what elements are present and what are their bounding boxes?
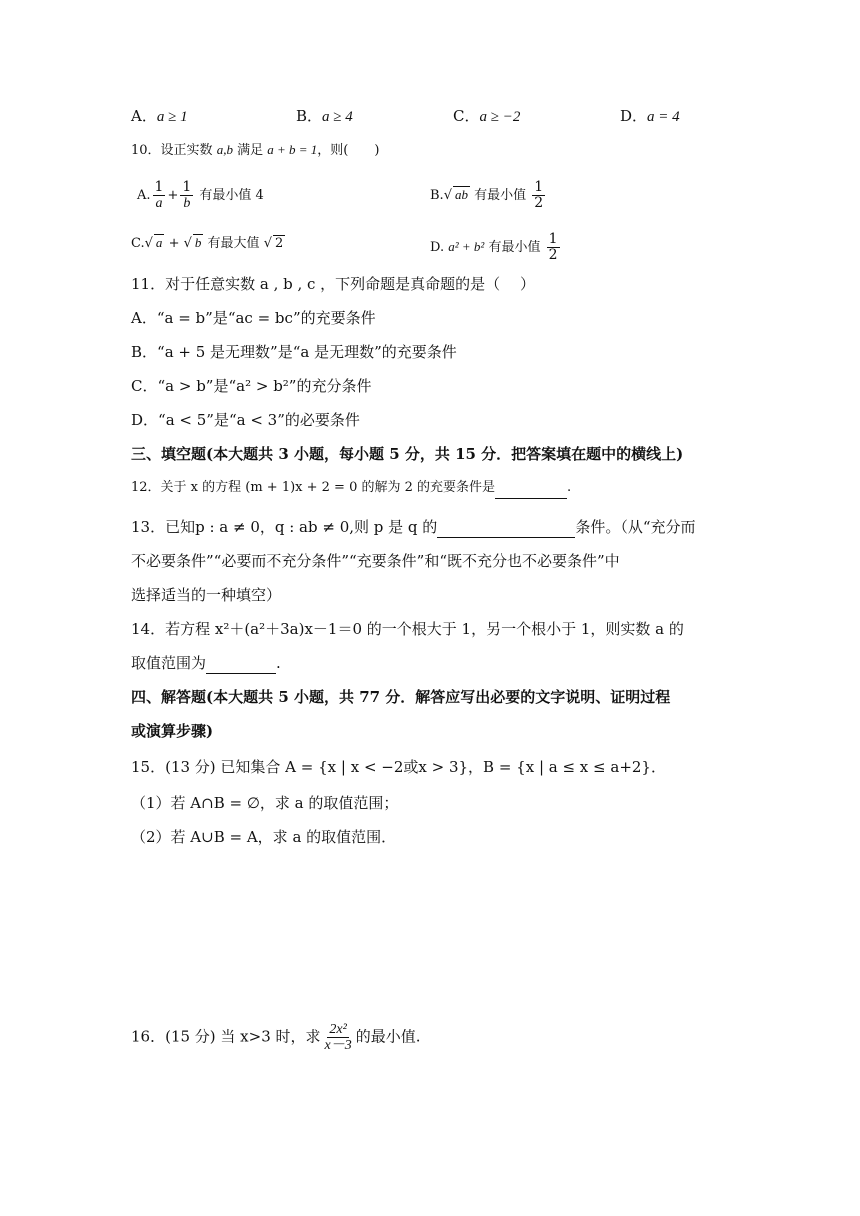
q11-option-b: B．“a + 5 是无理数”是“a 是无理数”的充要条件 <box>131 343 457 361</box>
q11-stem: 11．对于任意实数 a , b , c ，下列命题是真命题的是（ ） <box>131 275 535 293</box>
q11-option-d: D．“a < 5”是“a < 3”的必要条件 <box>131 411 360 429</box>
section-4-heading-line-1: 四、解答题(本大题共 5 小题，共 77 分．解答应写出必要的文字说明、证明过程 <box>131 688 671 706</box>
fraction: $\frac{1}{2}$ <box>548 231 558 263</box>
q9-option-b-expr: a ≥ 4 <box>322 109 353 125</box>
q10-option-a: A. $\frac{1}{a}$ + $\frac{1}{b}$ 有最小值 4 <box>137 179 264 211</box>
sqrt-symbol: √ <box>443 188 452 203</box>
fraction: $\frac{1}{a}$ <box>154 179 164 211</box>
q9-option-b-letter: B． <box>296 107 323 125</box>
q9-option-c-letter: C． <box>453 107 480 125</box>
q9-option-d-expr: a = 4 <box>647 109 680 125</box>
q9-option-d <box>620 105 680 128</box>
fraction: $\frac{\text{2x²}}{x-3}$ <box>324 1022 352 1053</box>
answer-blank <box>206 673 276 674</box>
q10-option-d: D. a² + b² 有最小值 $\frac{1}{2}$ <box>430 231 558 263</box>
q10-option-b: B.√ ab 有最小值 $\frac{1}{2}$ <box>430 179 544 211</box>
section-4-heading-line-2: 或演算步骤) <box>131 722 214 740</box>
q9-option-a-expr: a ≥ 1 <box>156 109 188 125</box>
q16: 16．(15 分) 当 x>3 时，求 $\frac{\text{2x²}}{x-3}$ 的最小值. <box>131 1022 421 1053</box>
q11-option-a: A．“a = b”是“ac = bc”的充要条件 <box>131 309 376 327</box>
q10-option-c: C.√ a + √ b 有最大值 √ 2 <box>131 235 284 251</box>
answer-blank <box>495 498 567 499</box>
q12: 12．关于 x 的方程 (m + 1)x + 2 = 0 的解为 2 的充要条件是 . <box>131 477 571 499</box>
q13-line-3: 选择适当的一种填空） <box>131 586 282 604</box>
q15-stem: 15．(13 分) 已知集合 A = {x | x < −2或x > 3}，B = {x | a ≤ x ≤ a+2}． <box>131 758 666 776</box>
q15-part-1: （1）若 A∩B = ∅，求 a 的取值范围； <box>131 794 399 812</box>
q9-option-c-expr: a ≥ −2 <box>479 109 521 125</box>
q9-option-a-letter: A． <box>131 107 157 125</box>
q13-line-1: 13．已知p : a ≠ 0，q : ab ≠ 0,则 p 是 q 的 条件。（从“充分而 <box>131 518 696 536</box>
q15-part-2: （2）若 A∪B = A，求 a 的取值范围． <box>131 828 397 846</box>
fraction: $\frac{1}{b}$ <box>182 179 192 211</box>
fraction: $\frac{1}{2}$ <box>534 179 544 211</box>
q9-option-c <box>453 105 520 128</box>
q10-stem: 10．设正实数 a,b 满足 a + b = 1，则( ) <box>131 142 380 158</box>
q14-line-2: 取值范围为 . <box>131 654 281 672</box>
q9-option-a <box>131 105 188 128</box>
q13-line-2: 不必要条件”“必要而不充分条件”“充要条件”和“既不充分也不必要条件”中 <box>131 552 620 570</box>
q11-option-c: C．“a > b”是“a² > b²”的充分条件 <box>131 377 372 395</box>
q9-option-b <box>296 105 353 128</box>
q14-line-1: 14．若方程 x²＋(a²＋3a)x－1＝0 的一个根大于 1，另一个根小于 1，则实数 a 的 <box>131 620 684 638</box>
section-3-heading: 三、填空题(本大题共 3 小题，每小题 5 分，共 15 分．把答案填在题中的横线上) <box>131 445 684 463</box>
q9-option-d-letter: D． <box>620 107 648 125</box>
answer-blank <box>437 537 575 538</box>
